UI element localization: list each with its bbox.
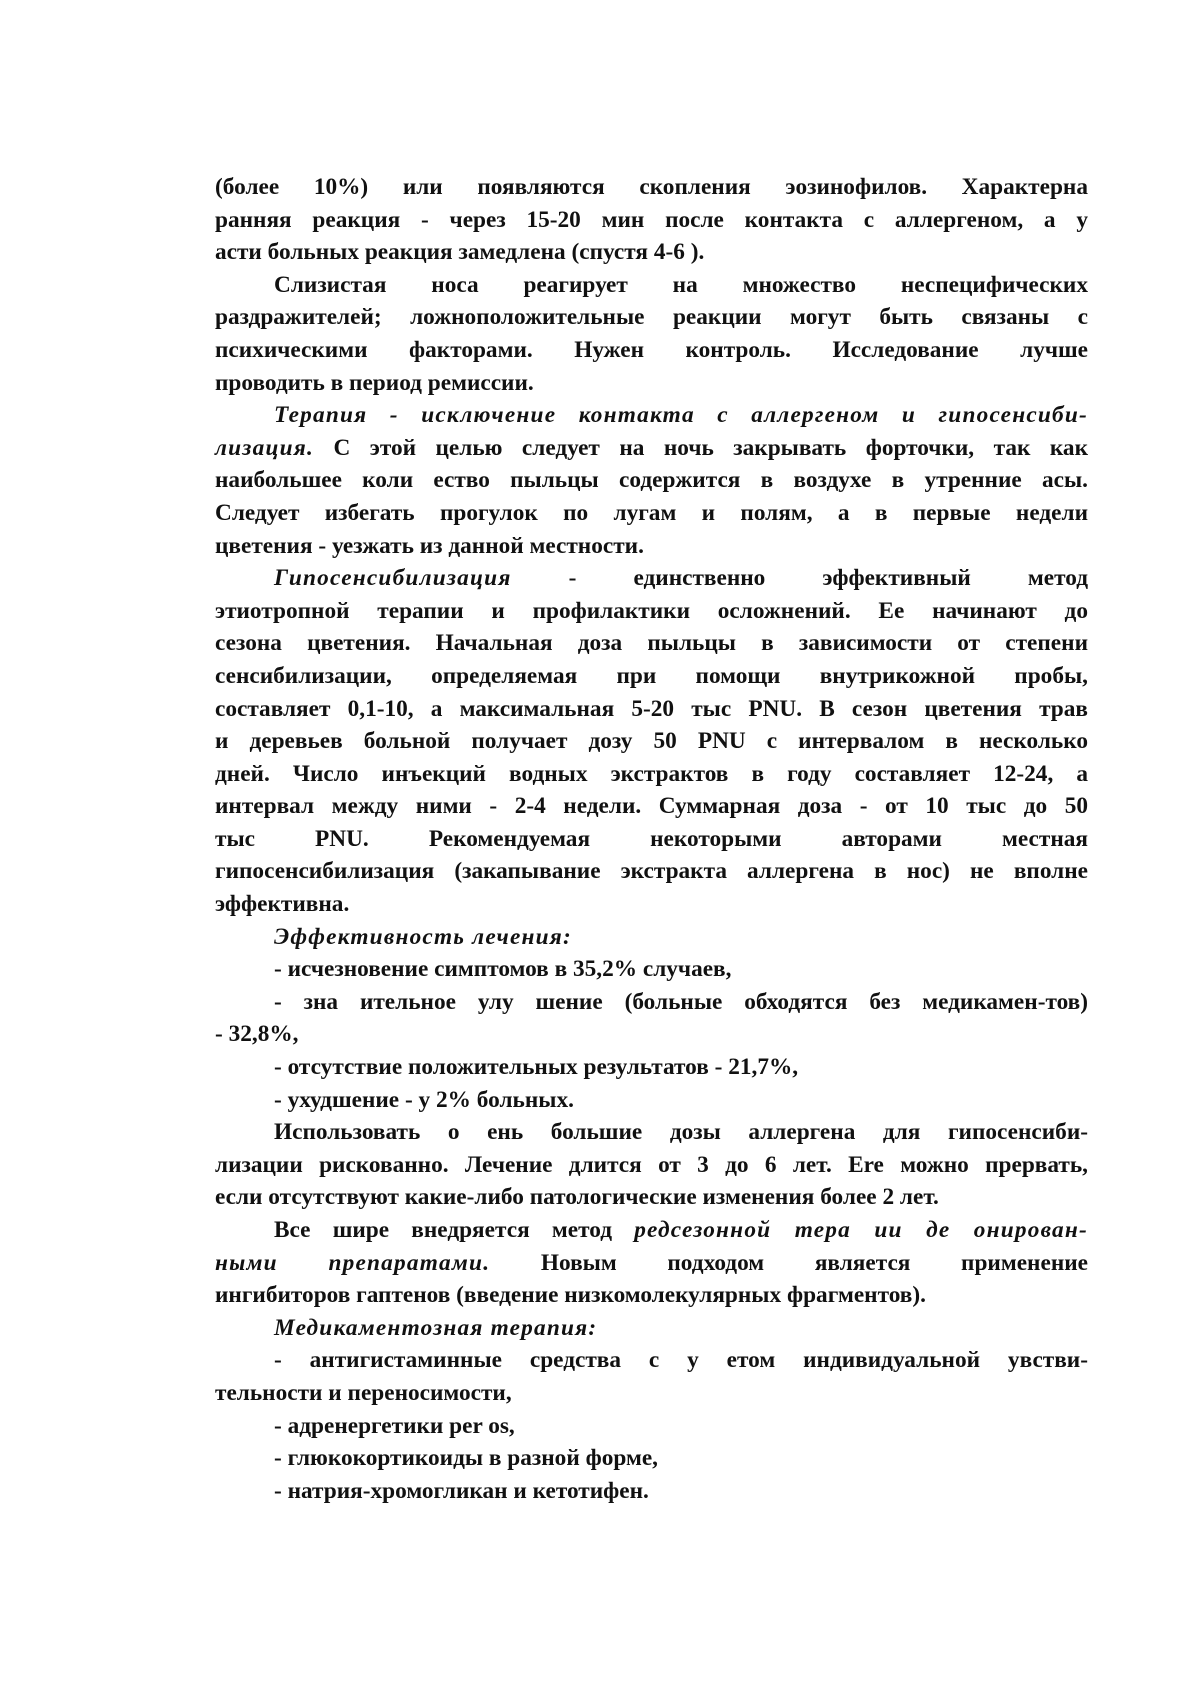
italic-term: редсезонной тера ии де онирован- [634,1217,1088,1243]
text-line: этиотропной терапии и профилактики осложнений. Ее начинают до [215,597,1088,624]
text-line: раздражителей; ложноположительные реакции могут быть связаны с [215,304,1088,331]
list-item: - глюкокортикоиды в разной форме, [274,1445,658,1472]
text-line: эффективна. [215,891,350,918]
text-line: наибольшее коли ество пыльцы содержится в воздухе в утренние асы. [215,467,1088,494]
text-line: Слизистая носа реагирует на множество неспецифических [274,271,1088,298]
text-line: лизации рискованно. Лечение длится от 3 до 6 лет. Ere можно прервать, [215,1151,1088,1178]
section-heading: Медикаментозная терапия: [274,1314,598,1341]
text-line: Использовать о ень большие дозы аллергена для гипосенсиби- [274,1119,1088,1146]
list-item: - исчезновение симптомов в 35,2% случаев, [274,956,732,983]
text-fragment: Новым подходом является применение [540,1249,1088,1276]
text-line: дней. Число инъекций водных экстрактов в году составляет 12-24, а [215,760,1088,787]
text-line: сенсибилизации, определяемая при помощи внутрикожной пробы, [215,662,1088,689]
text-line [215,562,1088,595]
text-fragment: С этой целью следует на ночь закрывать форточки, так как [333,434,1088,461]
list-item-continuation: - 32,8%, [215,1021,299,1048]
text-line: Следует избегать прогулок по лугам и полям, а в первые недели [215,499,1088,526]
text-line: ранняя реакция - через 15-20 мин после контакта с аллергеном, а у [215,206,1088,233]
text-line: цветения - уезжать из данной местности. [215,532,644,559]
text-line: асти больных реакция замедлена (спустя 4-6 ). [215,239,705,266]
text-line [215,1247,1088,1280]
text-line: гипосенсибилизация (закапывание экстракта аллергена в нос) не вполне [215,858,1088,885]
text-line: психическими факторами. Нужен контроль. Исследование лучше [215,336,1088,363]
text-fragment: Все шире внедряется метод [274,1217,612,1243]
italic-term: лизация. [215,434,314,461]
document-page [215,171,1088,1507]
text-line: если отсутствуют какие-либо патологические изменения более 2 лет. [215,1184,939,1211]
text-line: и деревьев больной получает дозу 50 PNU с интервалом в несколько [215,728,1088,755]
section-heading: Эффективность лечения: [274,923,572,950]
list-item-continuation: тельности и переносимости, [215,1379,512,1406]
italic-term: препаратами. [328,1249,491,1276]
text-line: тыс PNU. Рекомендуемая некоторыми авторами местная [215,825,1088,852]
text-line: составляет 0,1-10, а максимальная 5-20 тыс PNU. В сезон цветения трав [215,695,1088,722]
text-line: сезона цветения. Начальная доза пыльцы в зависимости от степени [215,630,1088,657]
list-item: - натрия-хромогликан и кетотифен. [274,1477,649,1504]
text-line: проводить в период ремиссии. [215,369,534,396]
italic-term: Гипосенсибилизация [274,565,512,592]
text-line [215,1214,1088,1247]
list-item: - зна ительное улу шение (больные обходятся без медикамен-тов) [274,988,1088,1015]
italic-text-line: Терапия - исключение контакта с аллергеном и гипосенсиби- [274,402,1088,429]
text-line [215,432,1088,465]
text-line: (более 10%) или появляются скопления эозинофилов. Характерна [215,174,1088,200]
text-fragment: - единственно эффективный метод [568,565,1088,592]
list-item: - антигистаминные средства с у етом индивидуальной увстви- [274,1347,1088,1374]
list-item: - адренергетики per os, [274,1412,515,1439]
text-line: ингибиторов гаптенов (введение низкомолекулярных фрагментов). [215,1282,926,1309]
list-item: - отсутствие положительных результатов - 21,7%, [274,1054,799,1081]
text-line: интервал между ними - 2-4 недели. Суммарная доза - от 10 тыс до 50 [215,793,1088,820]
italic-term: ными [215,1249,278,1276]
list-item: - ухудшение - у 2% больных. [274,1086,574,1113]
